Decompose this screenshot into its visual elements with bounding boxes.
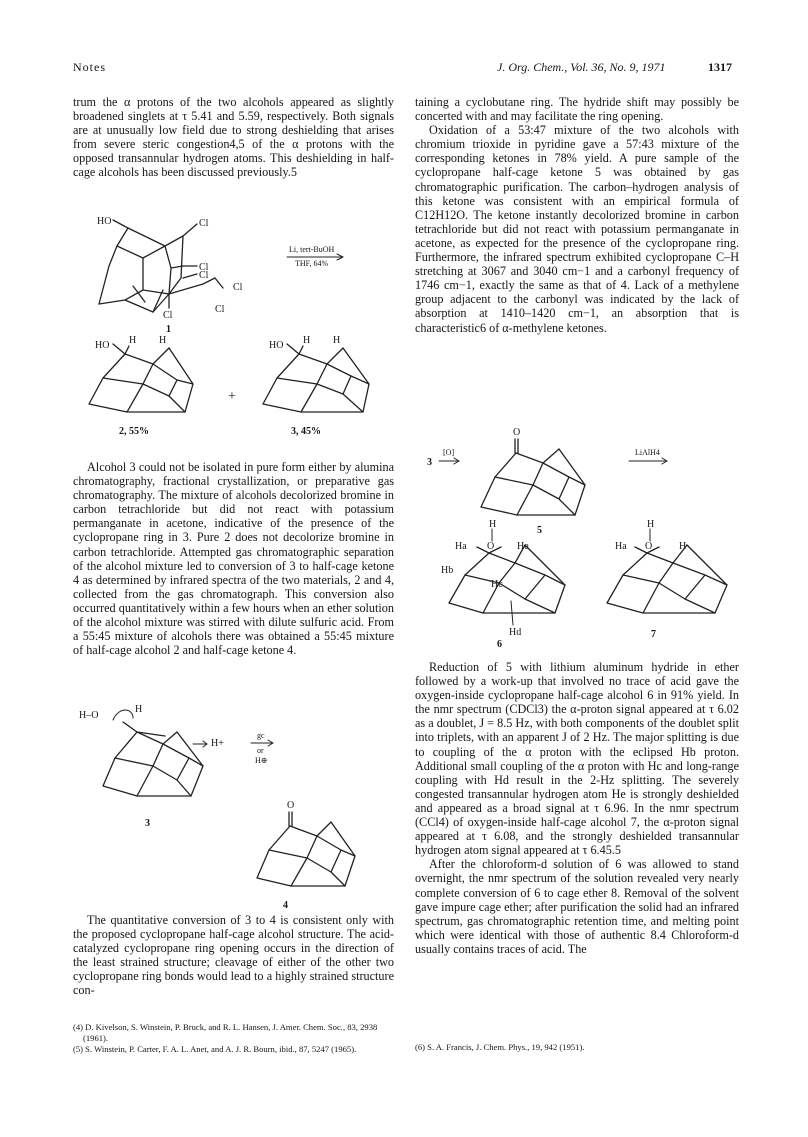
left-para-1-block xyxy=(73,95,394,180)
atom-h-2a: H xyxy=(129,335,137,346)
h-plus: H+ xyxy=(211,738,224,749)
reagent-bottom: THF, 64% xyxy=(295,259,329,268)
atom-hd-6: Hd xyxy=(509,627,522,638)
right-para-3-block xyxy=(415,660,739,956)
right-paragraph-1: taining a cyclobutane ring. The hydride shift may possibly be concerted with and may facilitate the ring opening. xyxy=(415,95,739,124)
footnote-5: (5) S. Winstein, P. Carter, F. A. L. Anet, and A. J. R. Bourn, ibid., 87, 5247 (1965). xyxy=(73,1044,357,1055)
reaction-arrow-2 xyxy=(251,731,273,765)
atom-h-top: H xyxy=(135,704,143,715)
reaction-arrow-1 xyxy=(287,245,343,268)
plus-sign: + xyxy=(228,389,236,404)
atom-h-o: H–O xyxy=(79,710,99,721)
scheme-3 xyxy=(415,425,743,653)
page-number: 1317 xyxy=(708,60,732,74)
left-paragraph-2: Alcohol 3 could not be isolated in pure form either by alumina chromatography, fractional crystallization, or preparative gas chromatography. The mixture of alcohols decolorized bromine in carbon tetrachloride but did not react with potassium permanganate in acetone, indicative of the presence of the cyclopropane ring in 3. Pure 2 does not decolorize bromine in carbon tetrachloride. Attempted gas chromatographic separation of the alcohol mixture led to conversion of 3 to half-cage ketone 4 as determined by infrared spectra of the two materials, 2 and 4, collected from the gas chromatograph. This conversion also occurred quantitatively within a few hours when an ether solution of the alcohol mixture was stirred with dilute sulfuric acid. From a 55:45 mixture of alcohols there was obtained a 55:45 mixture of half-cage alcohol 2 and half-cage ketone 4. xyxy=(73,460,394,658)
atom-hb-6: Hb xyxy=(441,565,454,576)
structure-3 xyxy=(263,335,369,437)
structure-1 xyxy=(97,216,243,335)
atom-cl-5: Cl xyxy=(163,310,173,321)
atom-h-2b: H xyxy=(159,335,167,346)
footnote-6: (6) S. A. Francis, J. Chem. Phys., 19, 942 (1951). xyxy=(415,1042,585,1052)
atom-he-6: He xyxy=(517,541,529,552)
atom-o-6: O xyxy=(487,541,495,552)
atom-ho-3: HO xyxy=(269,340,284,351)
atom-h-7b: H xyxy=(679,541,687,552)
atom-h-7: H xyxy=(647,519,655,530)
scheme-1 xyxy=(73,208,398,442)
atom-cl-3: Cl xyxy=(199,270,209,281)
structure-5 xyxy=(481,427,585,536)
atom-o-5: O xyxy=(513,427,521,438)
reagent-oxidation: [O] xyxy=(443,448,455,457)
atom-hc-6: Hc xyxy=(491,579,503,590)
reaction-arrow-3 xyxy=(427,448,459,468)
structure-2 xyxy=(89,335,193,437)
structure-4 xyxy=(257,800,355,911)
reagent-or: or xyxy=(257,746,264,755)
journal-citation: J. Org. Chem., Vol. 36, No. 9, 1971 xyxy=(497,60,666,74)
compound-label-3: 3, 45% xyxy=(291,426,321,437)
footnote-4: (4) D. Kivelson, S. Winstein, P. Bruck, and R. L. Hansen, J. Amer. Chem. Soc., 83, 2938 (1961). xyxy=(73,1022,378,1043)
compound-label-5: 5 xyxy=(537,525,542,536)
atom-o-7: O xyxy=(645,541,653,552)
reagent-gc: gc xyxy=(257,731,265,740)
atom-h-3a: H xyxy=(303,335,311,346)
atom-h-3b: H xyxy=(333,335,341,346)
structure-7 xyxy=(607,519,727,640)
atom-ho: HO xyxy=(97,216,112,227)
compound-label-6: 6 xyxy=(497,639,502,650)
scheme-2 xyxy=(73,700,398,910)
start-label-3: 3 xyxy=(427,457,432,468)
right-paragraph-3: Reduction of 5 with lithium aluminum hydride in ether followed by a work-up that involved no trace of acid gave the oxygen-inside cyclopropane half-cage alcohol 6 in 91% yield. In the nmr spectrum (CDCl3) the α-proton signal appeared at τ 6.02 as a doublet, J = 8.5 Hz, with both components of the doublet split into triplets, with an apparent J of 2 Hz. The major splitting is due to coupling of the α proton with the eclipsed Hb proton. Additional small coupling of the α proton with Hc and long-range coupling with Hd result in the 2-Hz splitting. The severely congested transannular hydrogen atom He is strongly deshielded and appeared as a broad signal at τ 6.96. In the nmr spectrum (CCl4) of oxygen-inside half-cage alcohol 7, the α-proton signal appeared at τ 6.08, and the strongly deshielded transannular hydrogen atom signal appeared at τ 6.45.5 xyxy=(415,660,739,858)
reagent-reduction: LiAlH4 xyxy=(635,448,660,457)
right-footnotes xyxy=(415,1042,739,1054)
structure-6 xyxy=(441,519,565,650)
atom-cl-4: Cl xyxy=(233,282,243,293)
reagent-acid: H⊕ xyxy=(255,756,268,765)
left-footnotes xyxy=(73,1022,394,1056)
compound-label-3b: 3 xyxy=(145,818,150,829)
compound-label-4: 4 xyxy=(283,900,288,911)
atom-cl-6: Cl xyxy=(215,304,225,315)
structure-3-protonated xyxy=(79,704,224,829)
atom-cl-1: Cl xyxy=(199,218,209,229)
left-para-2-block xyxy=(73,460,394,657)
right-para-1-block xyxy=(415,95,739,335)
right-paragraph-4: After the chloroform-d solution of 6 was allowed to stand overnight, the nmr spectrum of the solution revealed very nearly complete conversion of 6 to cage ether 8. Removal of the solvent gave impure cage ether; after purification the solid had an infrared spectrum, gas chromatographic retention time, and melting point which were identical with those of authentic 8.4 Chloroform-d usually contains traces of acid. The xyxy=(415,857,739,956)
atom-cl-2: Cl xyxy=(199,262,209,273)
atom-ho-2: HO xyxy=(95,340,110,351)
right-paragraph-2: Oxidation of a 53:47 mixture of the two alcohols with chromium trioxide in pyridine gave a 57:43 mixture of the corresponding ketones in 78% yield. A pure sample of the cyclopropane half-cage ketone 5 was obtained by gas chromatographic purification. The carbon–hydrogen analysis of this ketone was consistent with an empirical formula of C12H12O. The ketone instantly decolorized bromine in carbon tetrachloride but did not react with potassium permanganate in acetone, as expected for the presence of the cyclopropane ring. Furthermore, the infrared spectrum exhibited cyclopropane C–H stretching at 3067 and 3040 cm−1 and a carbonyl frequency of 1746 cm−1, exactly the same as that of 4. Lack of a methylene group adjacent to the carbonyl was indicated by the lack of absorption at 1410–1420 cm−1, an absorption that is characteristic6 of α-methylene ketones. xyxy=(415,123,739,335)
compound-label-2: 2, 55% xyxy=(119,426,149,437)
atom-h-6: H xyxy=(489,519,497,530)
atom-o-4: O xyxy=(287,800,295,811)
left-paragraph-3: The quantitative conversion of 3 to 4 is consistent only with the proposed cyclopropane half-cage alcohol structure. The acid-catalyzed cyclopropane ring opening occurs in the direction of the least strained structure; cleavage of either of the other two cyclopropane ring bonds would lead to a highly strained structure con- xyxy=(73,913,394,998)
reagent-top: Li, tert-BuOH xyxy=(289,245,335,254)
compound-label-1: 1 xyxy=(166,324,171,335)
left-paragraph-1: trum the α protons of the two alcohols appeared as slightly broadened singlets at τ 5.41 and 5.59, respectively. Both signals are at unusually low field due to strong deshielding that arises from severe steric congestion4,5 of the α protons with the opposed transannular hydrogen atoms. This deshielding in half-cage alcohols has been discussed previously.5 xyxy=(73,95,394,180)
running-head-section: Notes xyxy=(73,60,106,74)
atom-ha-7: Ha xyxy=(615,541,627,552)
compound-label-7: 7 xyxy=(651,629,656,640)
left-para-3-block xyxy=(73,913,394,998)
reaction-arrow-4 xyxy=(629,448,667,464)
atom-ha-6: Ha xyxy=(455,541,467,552)
